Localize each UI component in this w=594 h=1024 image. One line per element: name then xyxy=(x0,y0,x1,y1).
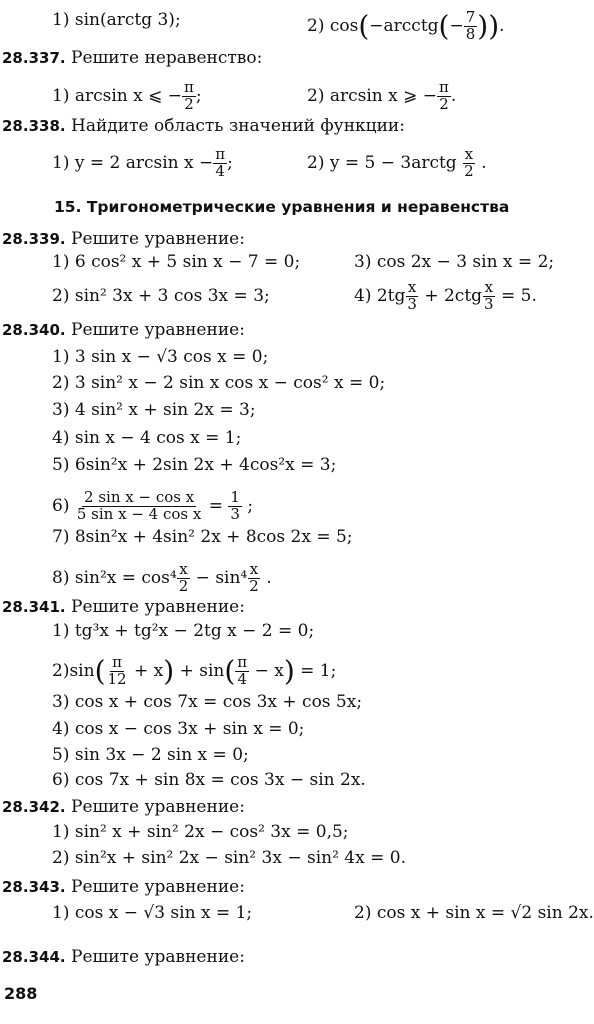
problem-28-340-item-3: 3) 4 sin² x + sin 2x = 3; xyxy=(52,400,256,420)
problem-28-341-item-3: 3) cos x + cos 7x = cos 3x + cos 5x; xyxy=(52,692,363,712)
item-text: . xyxy=(266,567,272,588)
paren: ( xyxy=(358,9,370,43)
denominator: 5 sin x − 4 cos x xyxy=(76,504,202,523)
paren: ) xyxy=(488,9,500,43)
item-text: ; xyxy=(195,85,202,106)
problem-title: Решите уравнение: xyxy=(71,947,245,967)
problem-28-340-item-8 xyxy=(52,562,272,595)
fraction xyxy=(462,147,476,180)
item-text: ; xyxy=(247,495,254,516)
problem-28-342-header xyxy=(2,797,245,817)
denominator: 3 xyxy=(230,504,240,523)
numerator: x xyxy=(249,560,259,578)
item-text: 1) arcsin x ⩽ − xyxy=(52,85,183,106)
fraction xyxy=(228,490,242,523)
problem-28-339-item-3: 3) cos 2x − 3 sin x = 2; xyxy=(354,252,555,272)
item-text: = xyxy=(208,495,223,516)
denominator: 4 xyxy=(237,669,247,688)
paren: ) xyxy=(283,654,295,688)
denominator: 3 xyxy=(484,294,494,313)
item-text: 1) sin(arctg 3); xyxy=(52,10,181,30)
problem-number: 28.339. xyxy=(2,230,66,248)
paren: ( xyxy=(438,9,450,43)
denominator: 3 xyxy=(407,294,417,313)
problem-28-337-item-2 xyxy=(307,80,456,113)
problem-title: Решите уравнение: xyxy=(71,597,245,617)
paren: ) xyxy=(477,9,489,43)
denominator: 12 xyxy=(107,669,127,688)
fraction xyxy=(247,562,261,595)
fraction xyxy=(182,80,196,113)
denominator: 2 xyxy=(439,94,449,113)
problem-28-344-header xyxy=(2,947,245,967)
problem-28-338-item-1 xyxy=(52,147,233,180)
item-text: = 5. xyxy=(501,285,537,306)
problem-number: 28.342. xyxy=(2,798,66,816)
problem-28-340-item-6 xyxy=(52,490,253,523)
problem-28-340-item-7: 7) 8sin²x + 4sin² 2x + 8cos 2x = 5; xyxy=(52,527,353,547)
item-text: 8) sin²x = cos⁴ xyxy=(52,567,177,588)
problem-28-339-item-1: 1) 6 cos² x + 5 sin x − 7 = 0; xyxy=(52,252,301,272)
item-text: . xyxy=(499,15,505,36)
section-heading: 15. Тригонометрические уравнения и неравенства xyxy=(54,198,510,216)
problem-28-341-item-1: 1) tg³x + tg²x − 2tg x − 2 = 0; xyxy=(52,621,315,641)
problem-28-343-item-1: 1) cos x − √3 sin x = 1; xyxy=(52,903,253,923)
numerator: π xyxy=(112,653,122,671)
denominator: 2 xyxy=(249,576,259,595)
problem-28-343-header xyxy=(2,877,245,897)
fraction xyxy=(213,147,227,180)
item-text: . xyxy=(450,85,457,106)
problem-title: Решите неравенство: xyxy=(71,48,263,68)
problem-28-342-item-2: 2) sin²x + sin² 2x − sin² 3x − sin² 4x = 0. xyxy=(52,848,406,868)
problem-28-338-item-2 xyxy=(307,147,486,180)
problem-number: 28.343. xyxy=(2,878,66,896)
item-text: + x xyxy=(134,660,164,681)
problem-title: Решите уравнение: xyxy=(71,229,245,249)
item-text: + sin xyxy=(179,660,225,681)
denominator: 2 xyxy=(178,576,189,595)
problem-28-339-header xyxy=(2,229,245,249)
item-text: − x xyxy=(254,660,284,681)
fraction xyxy=(437,80,451,113)
numerator: 1 xyxy=(230,488,240,506)
item-text: 6) xyxy=(52,495,70,516)
fraction xyxy=(75,490,203,523)
top-item-2 xyxy=(307,10,505,43)
paren: ( xyxy=(224,654,236,688)
denominator: 4 xyxy=(215,161,225,180)
problem-28-342-item-1: 1) sin² x + sin² 2x − cos² 3x = 0,5; xyxy=(52,822,349,842)
numerator: π xyxy=(184,78,194,96)
item-text: . xyxy=(481,152,487,173)
fraction xyxy=(177,562,191,595)
item-text: 2) arcsin x ⩾ − xyxy=(307,85,438,106)
problem-title: Найдите область значений функции: xyxy=(71,116,405,136)
problem-28-340-header xyxy=(2,320,245,340)
problem-number: 28.340. xyxy=(2,321,66,339)
numerator: x xyxy=(179,560,188,578)
problem-28-340-item-2: 2) 3 sin² x − 2 sin x cos x − cos² x = 0; xyxy=(52,373,386,393)
problem-number: 28.338. xyxy=(2,117,66,135)
fraction xyxy=(106,655,129,688)
problem-28-341-item-5: 5) sin 3x − 2 sin x = 0; xyxy=(52,745,249,765)
numerator: x xyxy=(484,278,494,296)
fraction xyxy=(482,280,496,313)
item-text: − sin⁴ xyxy=(195,567,248,588)
numerator: 2 sin x − cos x xyxy=(84,488,195,506)
numerator: π xyxy=(439,78,449,96)
item-text: 4) 2tg xyxy=(354,285,406,306)
numerator: x xyxy=(464,145,474,163)
problem-28-338-header xyxy=(2,116,405,136)
problem-28-339-item-4 xyxy=(354,280,537,313)
problem-number: 28.341. xyxy=(2,598,66,616)
numerator: 7 xyxy=(465,8,476,26)
numerator: x xyxy=(407,278,417,296)
fraction xyxy=(464,10,478,43)
fraction xyxy=(405,280,419,313)
denominator: 2 xyxy=(184,94,194,113)
problem-28-341-item-2 xyxy=(52,655,336,688)
item-text: ; xyxy=(227,152,233,173)
problem-28-341-header xyxy=(2,597,245,617)
problem-number: 28.337. xyxy=(2,49,66,67)
problem-28-341-item-4: 4) cos x − cos 3x + sin x = 0; xyxy=(52,719,305,739)
denominator: 2 xyxy=(464,161,474,180)
problem-28-340-item-4: 4) sin x − 4 cos x = 1; xyxy=(52,428,242,448)
numerator: π xyxy=(215,145,226,163)
paren: ) xyxy=(163,654,175,688)
top-item-1 xyxy=(52,10,181,30)
item-text: 2) cos xyxy=(307,15,359,36)
problem-number: 28.344. xyxy=(2,948,66,966)
fraction xyxy=(235,655,249,688)
problem-28-343-item-2: 2) cos x + sin x = √2 sin 2x. xyxy=(354,903,594,923)
problem-28-337-item-1 xyxy=(52,80,202,113)
denominator: 8 xyxy=(465,24,476,43)
numerator: π xyxy=(237,653,248,671)
item-text: = 1; xyxy=(300,660,337,681)
item-text: + 2ctg xyxy=(424,285,483,306)
item-text: −arcctg xyxy=(369,15,439,36)
problem-28-340-item-5: 5) 6sin²x + 2sin 2x + 4cos²x = 3; xyxy=(52,455,337,475)
item-text: 2)sin xyxy=(52,660,95,681)
page-number: 288 xyxy=(4,984,38,1003)
problem-title: Решите уравнение: xyxy=(71,877,245,897)
problem-28-340-item-1: 1) 3 sin x − √3 cos x = 0; xyxy=(52,347,269,367)
problem-title: Решите уравнение: xyxy=(71,320,245,340)
problem-title: Решите уравнение: xyxy=(71,797,245,817)
item-text: 1) y = 2 arcsin x − xyxy=(52,152,214,173)
item-text: 2) y = 5 − 3arctg xyxy=(307,152,457,173)
problem-28-337-header xyxy=(2,48,262,68)
problem-28-341-item-6: 6) cos 7x + sin 8x = cos 3x − sin 2x. xyxy=(52,770,366,790)
item-text: − xyxy=(449,15,464,36)
paren: ( xyxy=(94,654,106,688)
problem-28-339-item-2: 2) sin² 3x + 3 cos 3x = 3; xyxy=(52,286,270,306)
